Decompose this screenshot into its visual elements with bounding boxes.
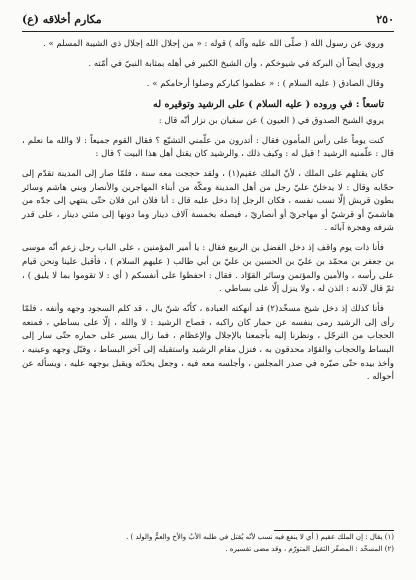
- paragraph: كنت يوماً على رأس المأمون فقال : أتدرون من علّمني التشيّع ؟ فقال القوم جميعاً : لا والله ما نعلم ، قال : علّمنيه الرشيد ! قيل له : وكيف ذلك ، والرشيد كان يقتل أهل هذا البيت ؟ قال :: [22, 135, 394, 160]
- paragraph: وقال الصادق ( عليه السلام ) : « عظموا كباركم وصلوا أرحامكم » .: [146, 78, 384, 89]
- paragraph: يروي الشيخ الصدوق في ( العيون ) عن سفيان بن نزار أنّه قال :: [158, 115, 384, 126]
- book-title: مكارم أخلاقه (ع): [22, 12, 102, 26]
- page-body: [22, 38, 394, 391]
- paragraph: فأنا كذلك إذ دخل شيخ مسخّد(٢) قد أنهكته العبادة ، كأنّه شنّ بال ، قد كلم السجود وجهه وأنفه ، فلمّا رأى إلى الرشيد رمى بنفسه عن حمار كان راكبه ، فصاح الرشيد : لا والله ، إلّا على بساطي ، فمنعه الحجاب من الترجّل ، ونظرنا إليه بأجمعنا بالإجلال والإعظام ، فما زال يسير على حماره حتّى سار إلى البساط والحجاب والقوّاد محدقون به ، فنزل مقام الرشيد واستقبله إلى آخر البساط ، وقبّل وجهه وعينيه ، وأخذ بيده حتّى صيّره في صدر المجلس ، وأجلسه معه فيه ، وجعل يحدّثه ويقبل بوجهه عليه ، ويسأله عن أحواله .: [22, 304, 394, 383]
- paragraph: وروي أيضاً أن البركة في شيوخكم ، وأن الشيخ الكبير في أهله بمثابة النبيّ في أمّته .: [88, 58, 384, 69]
- header-divider: [22, 31, 394, 32]
- footnote-2: (٢) المسخّد : المصفّر الثقيل المتورّم ، وقد مضى تفسيره .: [225, 545, 394, 553]
- page-header: [22, 8, 394, 30]
- section-heading: تاسعاً : في وروده ( عليه السلام ) على الرشيد وتوقيره له: [153, 98, 384, 110]
- paragraph: فأنا ذات يوم واقف إذ دخل الفضل بن الربيع فقال : يا أمير المؤمنين ، على الباب رجل زعم أنّه موسى بن جعفر بن محمّد بن عليّ بن الحسين بن عليّ بن أبي طالب ( عليهم السلام ) ، فأقبل علينا ونحن قيام على رأسه ، والأمين والمؤتمن وسائر القوّاد . فقال : احفظوا على أنفسكم ( أي : لا تقوموا بما لا يليق ) ، ثمّ قال لآذنه : ائذن له ، ولا ينزل إلّا على بساطي .: [22, 243, 394, 295]
- paragraph: وروي عن رسول الله ( صلّى الله عليه وآله ) قوله : « من إجلال الله إجلال ذي الشيبة المسلم » .: [43, 39, 384, 49]
- page-number: ٢٥٠: [376, 12, 394, 26]
- paragraph: كان يقتلهم على الملك ، لأنّ الملك عقيم(١) ، ولقد حججت معه سنة ، فلمّا صار إلى المدينة تقدّم إلى حجّابه وقال : لا يدخلنّ عليّ رجل من أهل المدينة ومكّة من أبناء المهاجرين والأنصار وبني هاشم وسائر بطون قريش إلّا نسب نفسه ، فكان الرجل إذا دخل عليه قال : أنا فلان ابن فلان حتّى ينتهي إلى جدّه من هاشميّ أو قرشيّ أو مهاجريّ أو أنصاريّ ، فيصله بخمسة آلاف دينار وما دونها إلى مئتي دينار ، على قدر شرفه وهجرة آبائه .: [22, 169, 394, 234]
- footnote-1: (١) يقال : إن الملك عقيم ( أي لا ينفع فيه نسب لأنّه يُقتل في طلبه الأبُ والأخ والعمُّ والولد ) .: [126, 533, 394, 541]
- footnotes: [22, 530, 394, 555]
